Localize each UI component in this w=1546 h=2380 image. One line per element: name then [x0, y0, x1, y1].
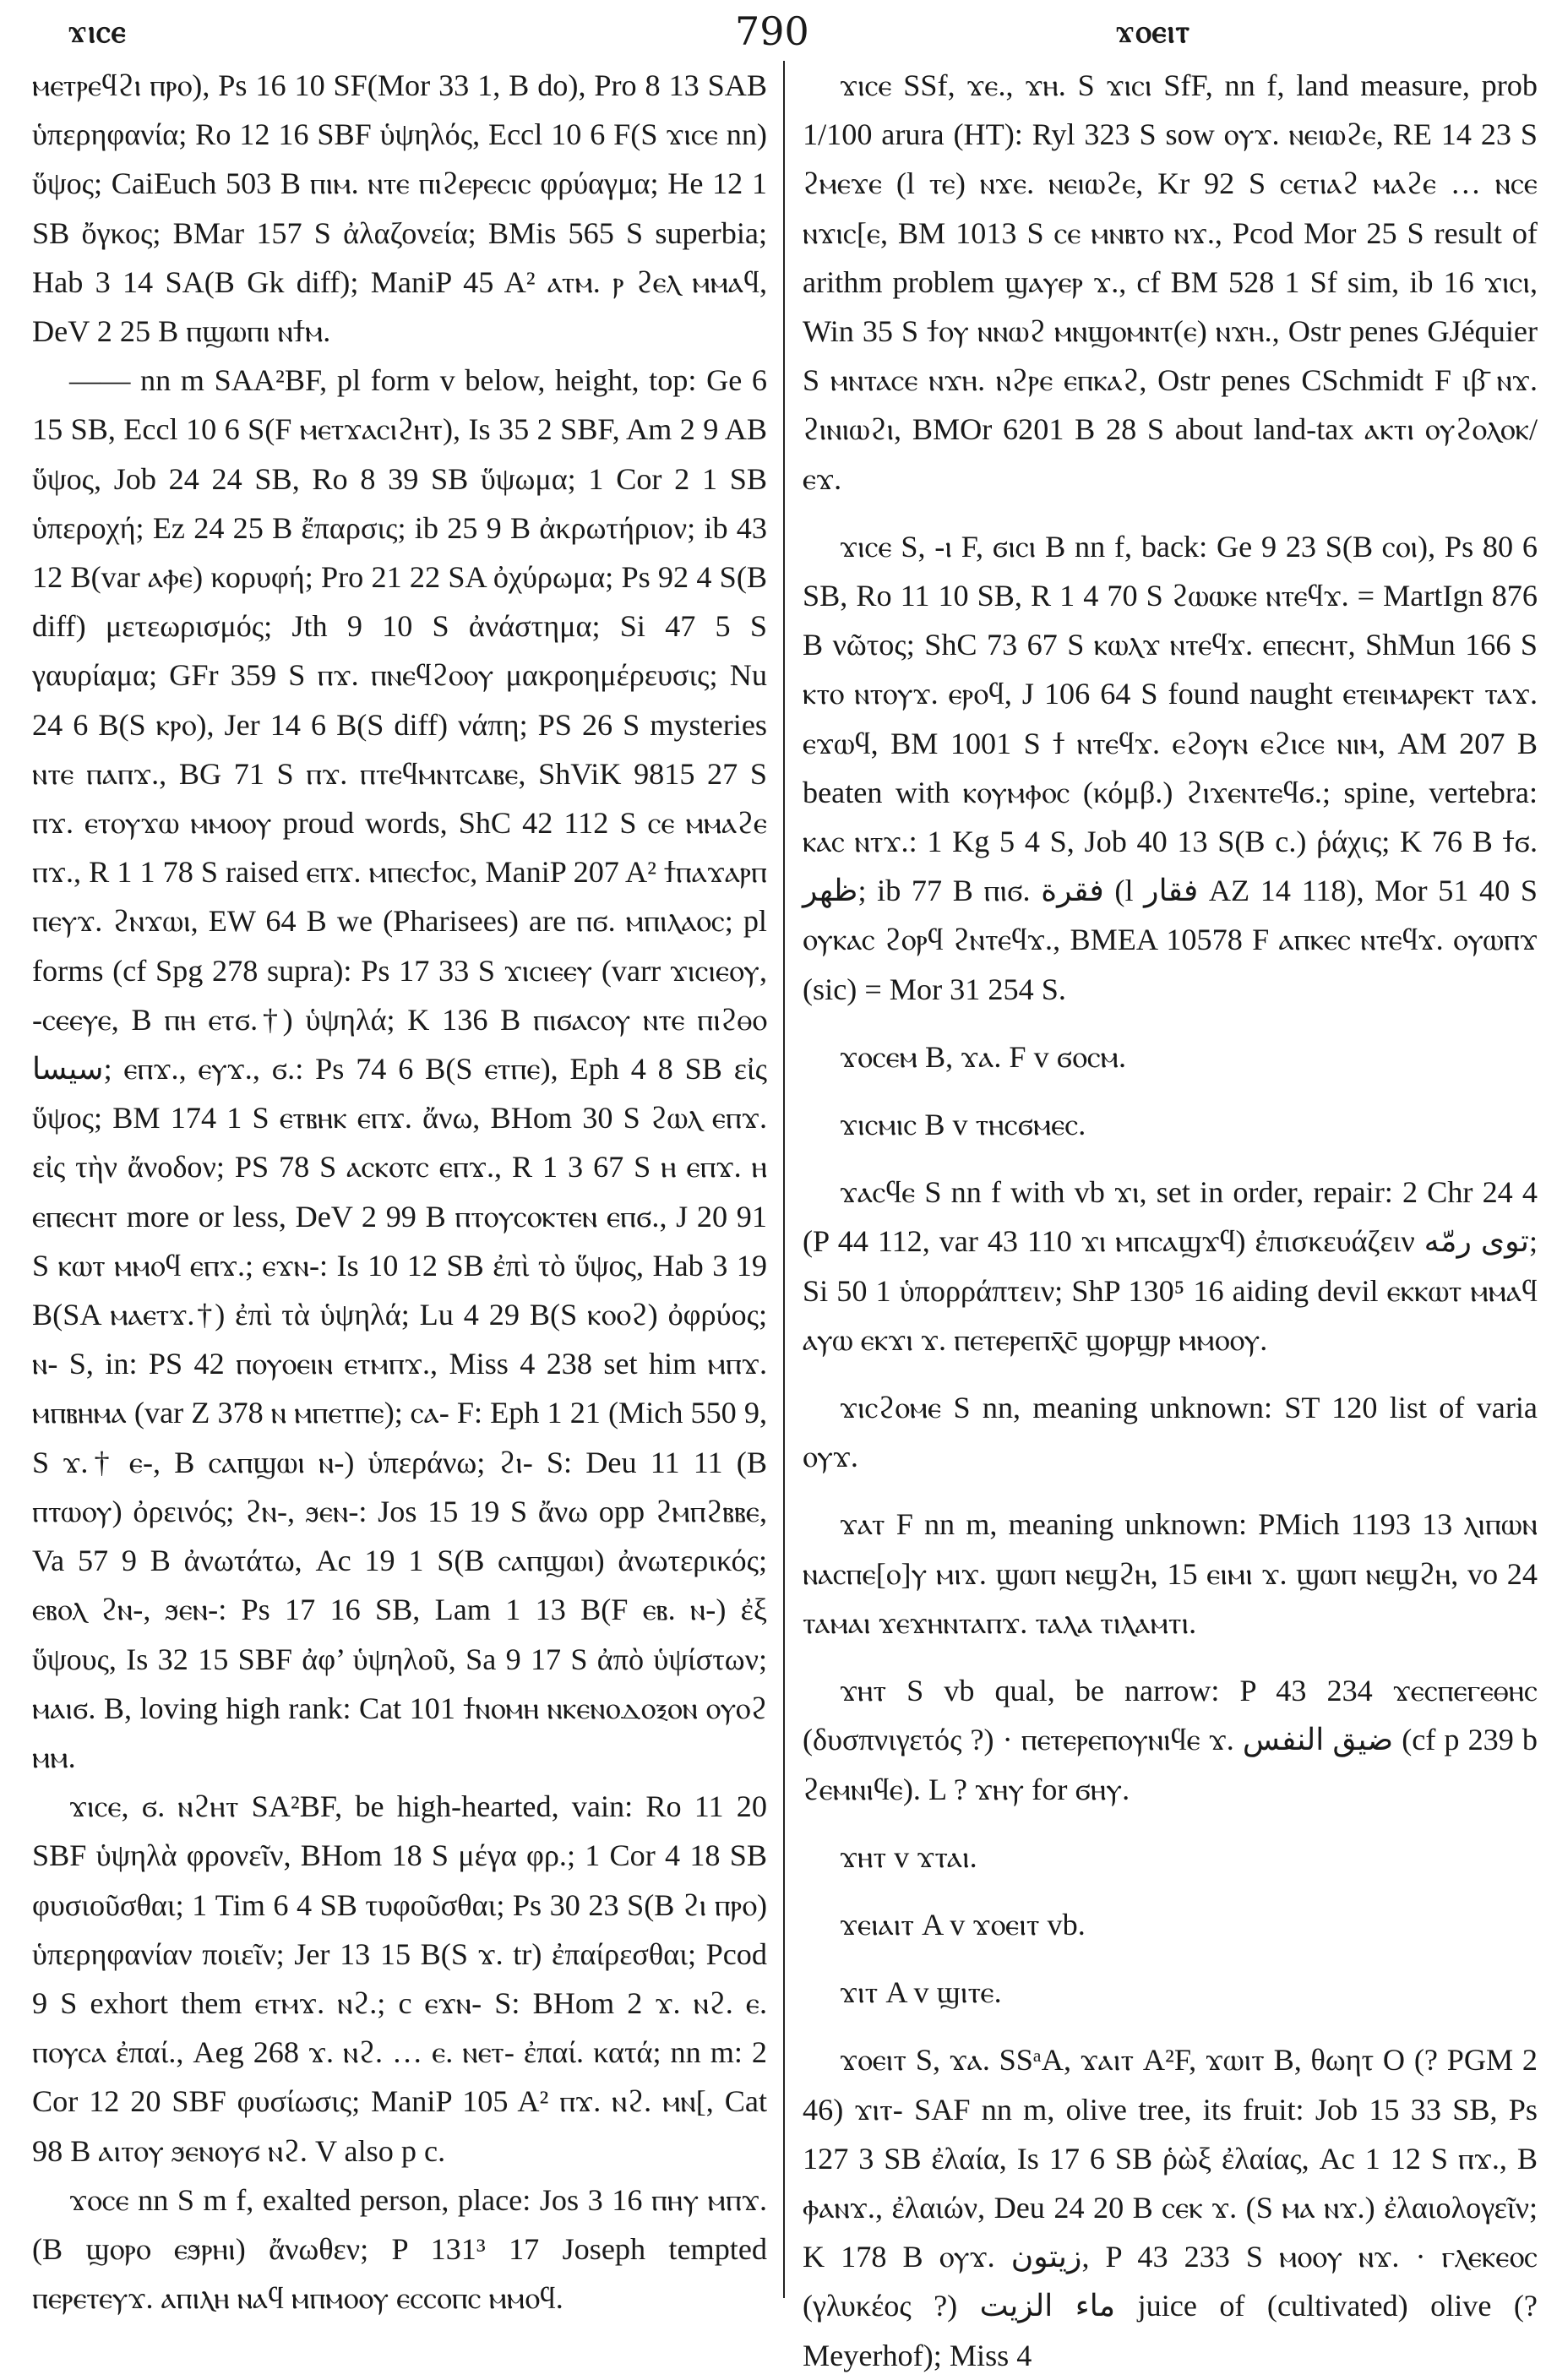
dictionary-entry: ϫⲏⲧ v ϫⲧⲁⲓ.: [840, 1839, 977, 1874]
dictionary-entry: ⲙⲉⲧⲣⲉϥϩⲓ ⲡⲣⲟ), Ps 16 10 SF(Mor 33 1, B do), Pro 8 13 SAB ὑπερηφανία; Ro 12 16 SBF ὑψηλός, Eccl 10 6 F(S ϫⲓⲥⲉ nn) ὕψος; CaiEuch 503 B ⲡⲓⲙ. ⲛⲧⲉ ⲡⲓϩⲉⲣⲉⲥⲓⲥ φρύαγμα; He 12 1 SB ὄγκος; BMar 157 S ἀλαζονεία; BMis 565 S superbia; Hab 3 14 SA(B Gk diff); ManiP 45 A² ⲁⲧⲙ. ⲣ ϩⲉⲗ ⲙⲙⲁϥ, DeV 2 25 B ⲡϣⲱⲡⲓ ⲛϯⲙ.: [32, 68, 767, 349]
running-head-left: ϫⲓⲥⲉ: [68, 12, 127, 50]
dictionary-entry: ϫⲓⲥⲙⲓⲥ B v ⲧⲏⲥϭⲙⲉⲥ.: [840, 1108, 1086, 1142]
dictionary-entry: ϫⲁⲧ F nn m, meaning unknown: PMich 1193 13 ⲗⲓⲡⲱⲛ ⲛⲁⲥⲡⲉ[ⲟ]ⲩ ⲙⲓϫ. ϣⲱⲡ ⲛⲉϣϩⲏ, 15 ⲉⲓⲙⲓ ϫ. ϣⲱⲡ ⲛⲉϣϩⲏ, vo 24 ⲧⲁⲙⲁⲓ ϫⲉϫⲏⲛⲧⲁⲡϫ. ⲧⲁⲗⲁ ⲧⲓⲗⲁⲙⲧⲓ.: [803, 1507, 1538, 1640]
dictionary-entry: ϫⲓⲥⲉ, ϭ. ⲛϩⲏⲧ SA²BF, be high-hearted, vain: Ro 11 20 SBF ὑψηλὰ φρονεῖν, BHom 18 S μέγα φρ.; 1 Cor 4 18 SB φυσιοῦσθαι; 1 Tim 6 4 SB τυφοῦσθαι; Ps 30 23 S(B ϩⲓ ⲡⲣⲟ) ὑπερηφανίαν ποιεῖν; Jer 13 15 B(S ϫ. tr) ἐπαίρεσθαι; Pcod 9 S exhort them ⲉⲧⲙϫ. ⲛϩ.; c ⲉϫⲛ- S: BHom 2 ϫ. ⲛϩ. ⲉ. ⲡⲟⲩⲥⲁ ἐπαί., Aeg 268 ϫ. ⲛϩ. … ⲉ. ⲛⲉⲧ- ἐπαί. κατά; nn m: 2 Cor 12 20 SBF φυσίωσις; ManiP 105 A² ⲡϫ. ⲛϩ. ⲙⲛ[, Cat 98 B ⲁⲓⲧⲟⲩ ϧⲉⲛⲟⲩϭ ⲛϩ. V also p c.: [32, 1789, 767, 2168]
running-head-right: ϫⲟⲉⲓⲧ: [1115, 12, 1190, 50]
page-header: [0, 5, 1546, 56]
page-number: 790: [735, 8, 809, 54]
dictionary-entry: ϫⲓⲥⲉ S, -ⲓ F, ϭⲓⲥⲓ B nn f, back: Ge 9 23 S(B ⲥⲟⲓ), Ps 80 6 SB, Ro 11 10 SB, R 1 4 70 S ϩⲱⲱⲕⲉ ⲛⲧⲉϥϫ. = MartIgn 876 B νῶτος; ShC 73 67 S ⲕⲱⲗϫ ⲛⲧⲉϥϫ. ⲉⲡⲉⲥⲏⲧ, ShMun 166 S ⲕⲧⲟ ⲛⲧⲟⲩϫ. ⲉⲣⲟϥ, J 106 64 S found naught ⲉⲧⲉⲓⲙⲁⲣⲉⲕⲧ ⲧⲁϫ. ⲉϫⲱϥ, BM 1001 S ϯ ⲛⲧⲉϥϫ. ⲉϩⲟⲩⲛ ⲉϩⲓⲥⲉ ⲛⲓⲙ, AM 207 B beaten with ⲕⲟⲩⲙⲫⲟⲥ (κόμβ.) ϩⲓϫⲉⲛⲧⲉϥϭ.; spine, vertebra: ⲕⲁⲥ ⲛⲧϫ.: 1 Kg 5 4 S, Job 40 13 S(B c.) ῥάχις; K 76 B ϯϭ. ظهر; ib 77 B ⲡⲓϭ. فقرة (l فقار AZ 14 118), Mor 51 40 S ⲟⲩⲕⲁⲥ ϩⲟⲣϥ ϩⲛⲧⲉϥϫ., BMEA 10578 F ⲁⲡⲕⲉⲥ ⲛⲧⲉϥϫ. ⲟⲩⲱⲡϫ (sic) = Mor 31 254 S.: [803, 529, 1538, 1006]
dictionary-entry: ϫⲁⲥϥⲉ S nn f with vb ϫⲓ, set in order, repair: 2 Chr 24 4 (P 44 112, var 43 110 ϫⲓ ⲙⲡⲥⲁϣϫϥ) ἐπισκευάζειν توى رمّه; Si 50 1 ὑπορράπτειν; ShP 130⁵ 16 aiding devil ⲉⲕⲕⲱⲧ ⲙⲙⲁϥ ⲁⲩⲱ ⲉⲕϫⲓ ϫ. ⲡⲉⲧⲉⲣⲉⲡⲭ̄ⲥ̄ ϣⲟⲣϣⲣ ⲙⲙⲟⲟⲩ.: [803, 1175, 1538, 1357]
dictionary-entry: ϫⲟⲥⲉⲙ B, ϫⲁ. F v ϭⲟⲥⲙ.: [840, 1039, 1127, 1074]
dictionary-entry: ϫⲟⲥⲉ nn S m f, exalted person, place: Jos 3 16 ⲡⲏⲩ ⲙⲡϫ. (B ϣⲟⲣⲟ ⲉϧⲣⲏⲓ) ἄνωθεν; P 131³ 17 Joseph tempted ⲡⲉⲣⲉⲧⲉⲩϫ. ⲁⲡⲓⲗⲏ ⲛⲁϥ ⲙⲡⲙⲟⲟⲩ ⲉⲥⲥⲟⲡⲥ ⲙⲙⲟϥ.: [32, 2182, 767, 2316]
dictionary-entry: ϫⲓⲥϩⲟⲙⲉ S nn, meaning unknown: ST 120 list of varia ⲟⲩϫ.: [803, 1391, 1538, 1474]
dictionary-entry: ϫⲉⲓⲁⲓⲧ A v ϫⲟⲉⲓⲧ vb.: [840, 1907, 1086, 1942]
left-column: [32, 61, 767, 2316]
dictionary-entry: ϫⲓⲧ A v ϣⲓⲧⲉ.: [840, 1975, 1002, 2010]
dictionary-entry: ϫⲓⲥⲉ SSf, ϫⲉ., ϫⲏ. S ϫⲓⲥⲓ SfF, nn f, land measure, prob 1/100 arura (HT): Ryl 323 S sow ⲟⲩϫ. ⲛⲉⲓⲱϩⲉ, RE 14 23 S ϩⲙⲉϫⲉ (l ⲧⲉ) ⲛϫⲉ. ⲛⲉⲓⲱϩⲉ, Kr 92 S ⲥⲉⲧⲓⲁϩ ⲙⲁϩⲉ … ⲛⲥⲉ ⲛϫⲓⲥ[ⲉ, BM 1013 S ⲥⲉ ⲙⲛⲃⲧⲟ ⲛϫ., Pcod Mor 25 S result of arithm problem ϣⲁⲩⲉⲣ ϫ., cf BM 528 1 Sf sim, ib 16 ϫⲓⲥⲓ, Win 35 S ϯⲟⲩ ⲛⲛⲱϩ ⲙⲛϣⲟⲙⲛⲧ(ⲉ) ⲛϫⲏ., Ostr penes GJéquier S ⲙⲛⲧⲁⲥⲉ ⲛϫⲏ. ⲛϩⲣⲉ ⲉⲡⲕⲁϩ, Ostr penes CSchmidt F ιβ̄ ⲛϫ. ϩⲓⲛⲓⲱϩⲓ, BMOr 6201 B 28 S about land-tax ⲁⲕⲧⲓ ⲟⲩϩⲟⲗⲟⲕ/ ⲉϫ.: [803, 68, 1538, 496]
column-divider: [783, 61, 785, 2298]
dictionary-entry: ϫⲏⲧ S vb qual, be narrow: P 43 234 ϫⲉⲥⲡⲉⲅⲉⲑⲏⲥ (δυσπνιγετός ?) · ⲡⲉⲧⲉⲣⲉⲡⲟⲩⲛⲓϥⲉ ϫ. ضيق النفس (cf p 239 b ϩⲉⲙⲛⲓϥⲉ). L ? ϫⲏⲩ for ϭⲏⲩ.: [803, 1674, 1538, 1806]
dictionary-entry: ϫⲟⲉⲓⲧ S, ϫⲁ. SSᵃA, ϫⲁⲓⲧ A²F, ϫⲱⲓⲧ B, θωητ O (? PGM 2 46) ϫⲓⲧ- SAF nn m, olive tree, its fruit: Job 15 33 SB, Ps 127 3 SB ἐλαία, Is 17 6 SB ῥὼξ ἐλαίας, Ac 1 12 S ⲡϫ., B ⲫⲁⲛϫ., ἐλαιών, Deu 24 20 B ⲥⲉⲕ ϫ. (S ⲙⲁ ⲛϫ.) ἐλαιολογεῖν; K 178 B ⲟⲩϫ. زيتون, P 43 233 S ⲙⲟⲟⲩ ⲛϫ. · ⲅⲗⲉⲕⲉⲟⲥ (γλυκέος ?) ماء الزيت juice of (cultivated) olive (? Meyerhof); Miss 4: [803, 2043, 1538, 2372]
right-column: [803, 61, 1538, 2372]
dictionary-entry: —— nn m SAA²BF, pl form v below, height, top: Ge 6 15 SB, Eccl 10 6 S(F ⲙⲉⲧϫⲁⲥⲓϩⲏⲧ), Is 35 2 SBF, Am 2 9 AB ὕψος, Job 24 24 SB, Ro 8 39 SB ὕψωμα; 1 Cor 2 1 SB ὑπεροχή; Ez 24 25 B ἔπαρσις; ib 25 9 B ἀκρωτήριον; ib 43 12 B(var ⲁⲫⲉ) κορυφή; Pro 21 22 SA ὀχύρωμα; Ps 92 4 S(B diff) μετεωρισμός; Jth 9 10 S ἀνάστημα; Si 47 5 S γαυρίαμα; GFr 359 S ⲡϫ. ⲡⲛⲉϥϩⲟⲟⲩ μακροημέρευσις; Nu 24 6 B(S ⲕⲣⲟ), Jer 14 6 B(S diff) νάπη; PS 26 S mysteries ⲛⲧⲉ ⲡⲁⲡϫ., BG 71 S ⲡϫ. ⲡⲧⲉϥⲙⲛⲧⲥⲁⲃⲉ, ShViK 9815 27 S ⲡϫ. ⲉⲧⲟⲩϫⲱ ⲙⲙⲟⲟⲩ proud words, ShC 42 112 S ⲥⲉ ⲙⲙⲁϩⲉ ⲡϫ., R 1 1 78 S raised ⲉⲡϫ. ⲙⲡⲉⲥϯⲟⲥ, ManiP 207 A² ϯⲡⲁϫⲁⲣⲡ ⲡⲉⲩϫ. ϩⲛϫⲱⲓ, EW 64 B we (Pharisees) are ⲡϭ. ⲙⲡⲓⲗⲁⲟⲥ; pl forms (cf Spg 278 supra): Ps 17 33 S ϫⲓⲥⲓⲉⲉⲩ (varr ϫⲓⲥⲓⲉⲟⲩ, -ⲥⲉⲉⲩⲉ, B ⲡⲏ ⲉⲧϭ.†) ὑψηλά; K 136 B ⲡⲓϭⲁⲥⲟⲩ ⲛⲧⲉ ⲡⲓϩⲑⲟ سيسا; ⲉⲡϫ., ⲉⲩϫ., ϭ.: Ps 74 6 B(S ⲉⲧⲡⲉ), Eph 4 8 SB εἰς ὕψος; BM 174 1 S ⲉⲧⲃⲏⲕ ⲉⲡϫ. ἄνω, BHom 30 S ϩⲱⲗ ⲉⲡϫ. εἰς τὴν ἄνοδον; PS 78 S ⲁⲥⲕⲟⲧⲥ ⲉⲡϫ., R 1 3 67 S ⲏ ⲉⲡϫ. ⲏ ⲉⲡⲉⲥⲏⲧ more or less, DeV 2 99 B ⲡⲧⲟⲩⲥⲟⲕⲧⲉⲛ ⲉⲡϭ., J 20 91 S ⲕⲱⲧ ⲙⲙⲟϥ ⲉⲡϫ.; ⲉϫⲛ-: Is 10 12 SB ἐπὶ τὸ ὕψος, Hab 3 19 B(SA ⲙⲁⲉⲧϫ.†) ἐπὶ τὰ ὑψηλά; Lu 4 29 B(S ⲕⲟⲟϩ) ὀφρύος; ⲛ- S, in: PS 42 ⲡⲟⲩⲟⲉⲓⲛ ⲉⲧⲙⲡϫ., Miss 4 238 set him ⲙⲡϫ. ⲙⲡⲃⲏⲙⲁ (var Z 378 ⲛ ⲙⲡⲉⲧⲡⲉ); ⲥⲁ- F: Eph 1 21 (Mich 550 9, S ϫ.† ⲉ-, B ⲥⲁⲡϣⲱⲓ ⲛ-) ὑπεράνω; ϩⲓ- S: Deu 11 11 (B ⲡⲧⲱⲟⲩ) ὀρεινός; ϩⲛ-, ϧⲉⲛ-: Jos 15 19 S ἄνω opp ϩⲙⲡϩⲃⲃⲉ, Va 57 9 B ἀνωτάτω, Ac 19 1 S(B ⲥⲁⲡϣⲱⲓ) ἀνωτερικός; ⲉⲃⲟⲗ ϩⲛ-, ϧⲉⲛ-: Ps 17 16 SB, Lam 1 13 B(F ⲉⲃ. ⲛ-) ἐξ ὕψους, Is 32 15 SBF ἀφ’ ὑψηλοῦ, Sa 9 17 S ἀπὸ ὑψίστων; ⲙⲁⲓϭ. B, loving high rank: Cat 101 ϯⲛⲟⲙⲏ ⲛⲕⲉⲛⲟⲇⲟⲝⲟⲛ ⲟⲩⲟϩ ⲙⲙ.: [32, 363, 767, 1774]
